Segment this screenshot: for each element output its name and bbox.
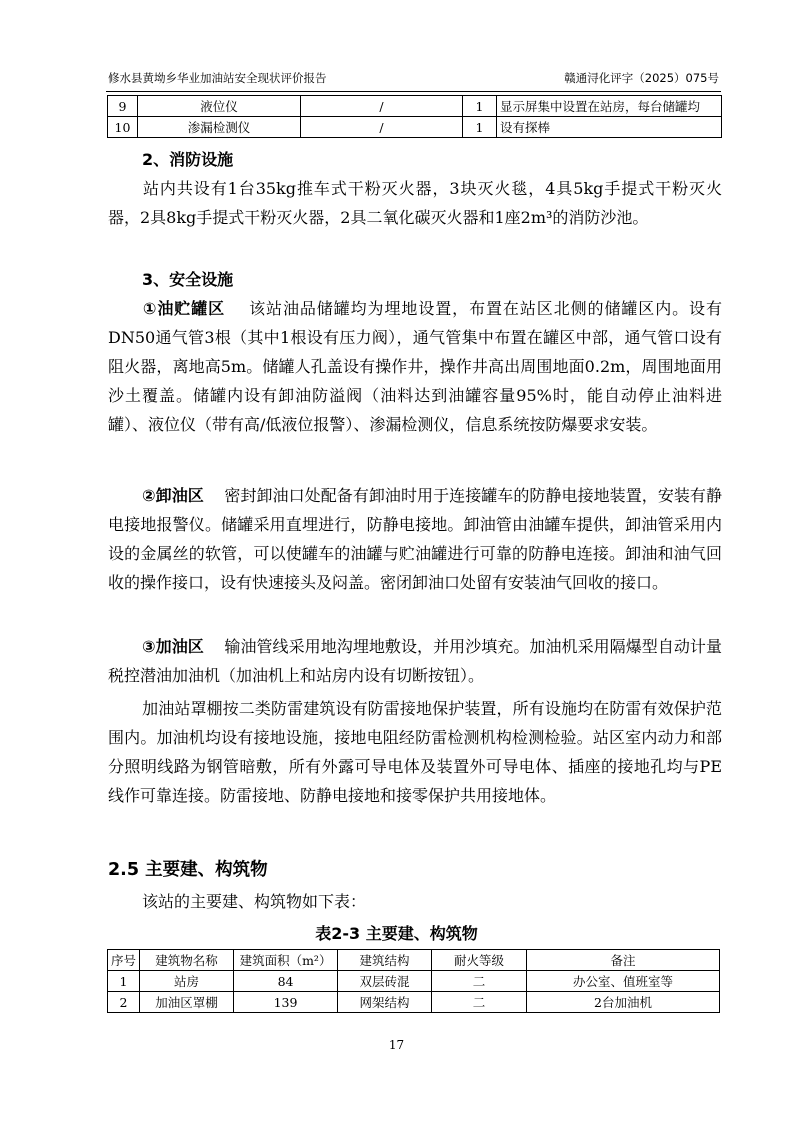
cell-name: 渗漏检测仪	[138, 117, 301, 138]
lightning-text: 加油站罩棚按二类防雷建筑设有防雷接地保护装置，所有设施均在防雷有效保护范围内。加油机均设有接地设施，接地电阻经防雷检测机构检测检验。站区室内动力和部分照明线路为钢管暗敷，所有外露可导电体及装置外可导电体、插座的接地孔均与PE线作可靠连接。防雷接地、防静电接地和接零保护共用接地体。	[108, 699, 722, 805]
header-cell: 序号	[108, 950, 140, 971]
table-row	[108, 992, 720, 1013]
header-cell: 建筑结构	[338, 950, 432, 971]
cell-no: 9	[108, 96, 138, 117]
unload-area-paragraph	[108, 481, 722, 597]
table-cell: 二	[432, 971, 527, 992]
fuel-area-label: ③加油区	[142, 637, 204, 656]
fire-heading: 2、消防设施	[142, 150, 234, 169]
fuel-area-paragraph	[108, 632, 722, 690]
cell-spec: /	[301, 117, 463, 138]
header-cell: 耐火等级	[432, 950, 527, 971]
fuel-area-text: 输油管线采用地沟埋地敷设，并用沙填充。加油机采用隔爆型自动计量税控潜油加油机（加油机上和站房内设有切断按钮）。	[108, 637, 722, 685]
equipment-table-continued	[107, 95, 722, 138]
table-cell: 双层砖混	[338, 971, 432, 992]
header-divider	[106, 91, 721, 92]
table-row	[108, 971, 720, 992]
tank-area-text: 该站油品储罐均为埋地设置，布置在站区北侧的储罐区内。设有DN50通气管3根（其中1根设有压力阀），通气管集中布置在罐区中部，通气管口设有阻火器，离地高5m。储罐人孔盖设有操作井，操作井高出周围地面0.2m，周围地面用沙土覆盖。储罐内设有卸油防溢阀（油料达到油罐容量95%时，能自动停止油料进罐）、液位仪（带有高/低液位报警）、渗漏检测仪，信息系统按防爆要求安装。	[108, 299, 722, 434]
fire-text: 站内共设有1台35kg推车式干粉灭火器，3块灭火毯，4具5kg手提式干粉灭火器，2具8kg手提式干粉灭火器，2具二氧化碳灭火器和1座2m³的消防沙池。	[108, 179, 722, 227]
table-cell: 站房	[140, 971, 234, 992]
table-cell: 139	[234, 992, 338, 1013]
table-cell: 网架结构	[338, 992, 432, 1013]
unload-area-label: ②卸油区	[142, 486, 204, 505]
tank-area-paragraph	[108, 294, 722, 439]
cell-qty: 1	[463, 117, 497, 138]
header-cell: 备注	[527, 950, 720, 971]
safety-heading-block	[108, 265, 722, 294]
table-cell: 二	[432, 992, 527, 1013]
page-number: 17	[388, 1038, 405, 1052]
section-intro: 该站的主要建、构筑物如下表：	[142, 892, 367, 911]
cell-name: 液位仪	[138, 96, 301, 117]
table-row	[108, 117, 722, 138]
table-cell: 2	[108, 992, 140, 1013]
table-row	[108, 96, 722, 117]
cell-note: 显示屏集中设置在站房，每台储罐均	[497, 96, 722, 117]
lightning-paragraph	[108, 694, 722, 810]
section-title: 2.5 主要建、构筑物	[108, 860, 268, 880]
buildings-table	[107, 949, 720, 1013]
table-caption: 表2-3 主要建、构筑物	[315, 924, 478, 943]
table-header-row	[108, 950, 720, 971]
table-cell: 办公室、值班室等	[527, 971, 720, 992]
fire-paragraph	[108, 174, 722, 232]
cell-spec: /	[301, 96, 463, 117]
table-cell: 84	[234, 971, 338, 992]
table-cell: 加油区罩棚	[140, 992, 234, 1013]
safety-heading: 3、安全设施	[142, 270, 234, 289]
section-intro-block	[108, 887, 722, 916]
fire-heading-block	[108, 145, 722, 174]
tank-area-label: ①油贮罐区	[142, 299, 226, 318]
unload-area-text: 密封卸油口处配备有卸油时用于连接罐车的防静电接地装置，安装有静电接地报警仪。储罐采用直埋进行，防静电接地。卸油管由油罐车提供，卸油管采用内设的金属丝的软管，可以使罐车的油罐与贮油罐进行可靠的防静电连接。卸油和油气回收的操作接口，设有快速接头及闷盖。密闭卸油口处留有安装油气回收的接口。	[108, 486, 722, 592]
header-report-title: 修水县黄坳乡华业加油站安全现状评价报告	[108, 71, 327, 85]
table-cell: 1	[108, 971, 140, 992]
header-cell: 建筑面积（m²）	[234, 950, 338, 971]
header-cell: 建筑物名称	[140, 950, 234, 971]
header-report-code: 赣通浔化评字（2025）075号	[564, 71, 719, 85]
cell-no: 10	[108, 117, 138, 138]
cell-note: 设有探棒	[497, 117, 722, 138]
table-cell: 2台加油机	[527, 992, 720, 1013]
cell-qty: 1	[463, 96, 497, 117]
